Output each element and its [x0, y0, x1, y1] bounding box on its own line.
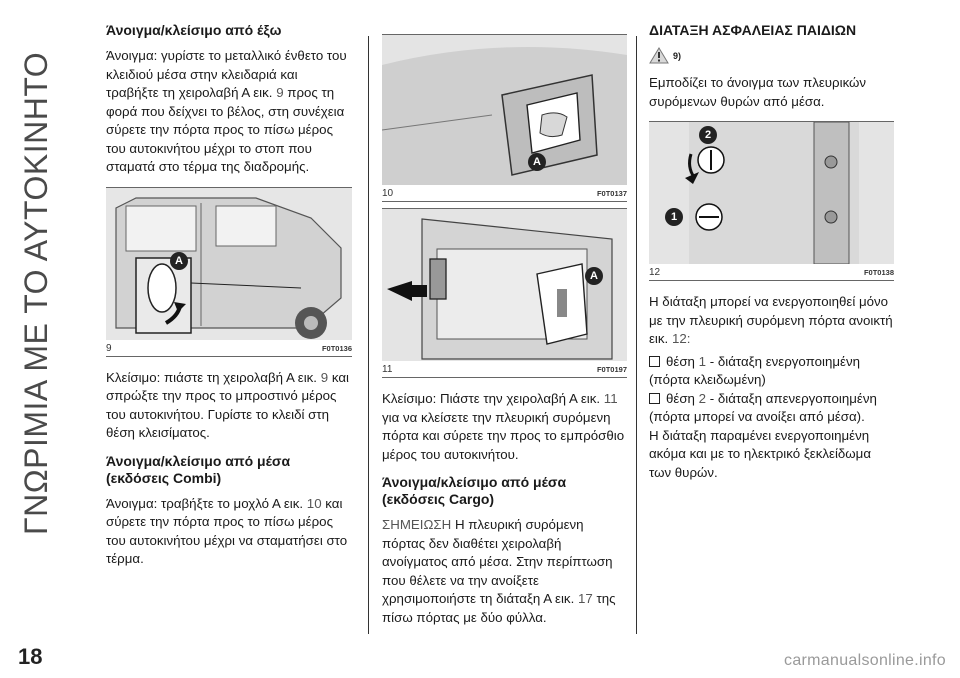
figure-12-caption	[649, 264, 894, 280]
list-item-position-2: θέση 2 - διάταξη απενεργοποιημένη (πόρτα μπορεί να ανοίξει από μέσα).	[649, 390, 877, 424]
figure-11-illustration	[382, 209, 627, 361]
checkbox-bullet-icon	[649, 393, 660, 404]
figure-code: F0T0136	[321, 343, 352, 353]
figure-10-caption	[382, 185, 627, 201]
column-2	[382, 22, 627, 637]
warning-note	[649, 47, 894, 64]
figure-number: 10	[382, 188, 394, 199]
section-title-text: ΓΝΩΡΙΜΙΑ ΜΕ ΤΟ ΑΥΤΟΚΙΝΗΤΟ	[18, 51, 54, 535]
callout-a: A	[170, 252, 188, 270]
figure-number: 9	[106, 342, 112, 354]
warning-reference: 9)	[673, 50, 682, 61]
figure-reference: 17	[577, 591, 593, 606]
figure-10-illustration	[382, 35, 627, 185]
figure-number: 12	[649, 267, 661, 278]
page-number: 18	[18, 644, 43, 669]
interior-lever-illustration	[382, 35, 627, 185]
column-1	[106, 22, 352, 579]
column-3	[649, 22, 894, 492]
paragraph-open-inside-combi: Άνοιγμα: τραβήξτε το μοχλό Α εικ. 10 και σύρετε την πόρτα προς το πίσω μέρος του αυτοκινήτου μέχρι να σταματήσει στο τέρμα.	[106, 495, 348, 566]
heading-child-safety: ΔΙΑΤΑΞΗ ΑΣΦΑΛΕΙΑΣ ΠΑΙΔΙΩΝ	[649, 22, 857, 38]
heading-open-close-inside-combi: Άνοιγμα/κλείσιμο από μέσα (εκδόσεις Combi)	[106, 452, 291, 486]
heading-open-close-outside: Άνοιγμα/κλείσιμο από έξω	[106, 22, 282, 38]
figure-reference: 9	[276, 85, 284, 100]
figure-10	[382, 34, 627, 202]
figure-reference: 9	[320, 369, 329, 385]
callout-2: 2	[699, 126, 717, 144]
figure-11	[382, 208, 627, 378]
figure-reference: 12:	[671, 331, 691, 346]
callout-1: 1	[665, 208, 683, 226]
checkbox-bullet-icon	[649, 356, 660, 367]
child-lock-illustration	[649, 122, 894, 264]
paragraph-activation: Η διάταξη μπορεί να ενεργοποιηθεί μόνο με την πλευρική συρόμενη πόρτα ανοικτή εικ. 12:	[649, 294, 893, 346]
figure-reference: 11	[603, 391, 618, 406]
column-divider-2	[636, 36, 637, 634]
paragraph-child-safety-intro: Εμποδίζει το άνοιγμα των πλευρικών συρόμενων θυρών από μέσα.	[649, 75, 867, 109]
callout-a: A	[585, 267, 603, 285]
figure-reference: 10	[306, 495, 322, 511]
figure-9-illustration	[106, 188, 352, 340]
figure-code: F0T0138	[863, 268, 894, 277]
figure-12	[649, 121, 894, 281]
section-title-vertical	[18, 15, 68, 535]
paragraph-close-outside: Κλείσιμο: πιάστε τη χειρολαβή Α εικ. 9 και σπρώξτε την προς το μπροστινό μέρος του αυτοκινήτου. Γυρίστε το κλειδί στη θέση κλεισίματος.	[106, 369, 349, 440]
figure-9	[106, 187, 352, 357]
figure-11-caption	[382, 361, 627, 377]
note-label: ΣΗΜΕΙΩΣΗ	[382, 517, 452, 532]
figure-code: F0T0137	[596, 189, 627, 198]
figure-number: 11	[382, 364, 393, 375]
figure-12-illustration	[649, 122, 894, 264]
figure-code: F0T0197	[596, 365, 627, 374]
van-side-door-illustration	[106, 188, 352, 340]
paragraph-note-cargo: ΣΗΜΕΙΩΣΗ Η πλευρική συρόμενη πόρτας δεν διαθέτει χειρολαβή ανοίγματος από μέσα. Στην περίπτωση που θέλετε να την ανοίξετε χρησιμοποιήστε τη διάταξη Α εικ. 17 της πίσω πόρτας με δύο φύλλα.	[382, 517, 616, 625]
paragraph-open-outside: Άνοιγμα: γυρίστε το μεταλλικό ένθετο του κλειδιού μέσα στην κλειδαριά και τραβήξτε τη χειρολαβή Α εικ. 9 προς τη φορά που δείχνει το βέλος, στη συνέχεια σύρετε την πόρτα προς το πίσω μέρος του αυτοκινήτου μέχρι το στοπ που σταματά στο τέρμα της διαδρομής.	[106, 48, 347, 174]
warning-triangle-icon	[649, 47, 669, 64]
list-item-position-1: θέση 1 - διάταξη ενεργοποιημένη (πόρτα κλειδωμένη)	[649, 353, 860, 387]
paragraph-remains-active: Η διάταξη παραμένει ενεργοποιημένη ακόμα και με το ηλεκτρικό ξεκλείδωμα των θυρών.	[649, 427, 872, 480]
callout-a: A	[528, 153, 546, 171]
watermark: carmanualsonline.info	[784, 652, 946, 669]
paragraph-close-inside: Κλείσιμο: Πιάστε την χειρολαβή Α εικ. 11 για να κλείσετε την πλευρική συρόμενη πόρτα και σύρετε την προς το εμπρόσθιο μέρος του αυτοκινήτου.	[382, 391, 625, 462]
sliding-door-inside-illustration	[382, 209, 627, 361]
column-divider-1	[368, 36, 369, 634]
figure-9-caption	[106, 340, 352, 356]
heading-open-close-inside-cargo: Άνοιγμα/κλείσιμο από μέσα (εκδόσεις Cargo)	[382, 474, 567, 507]
